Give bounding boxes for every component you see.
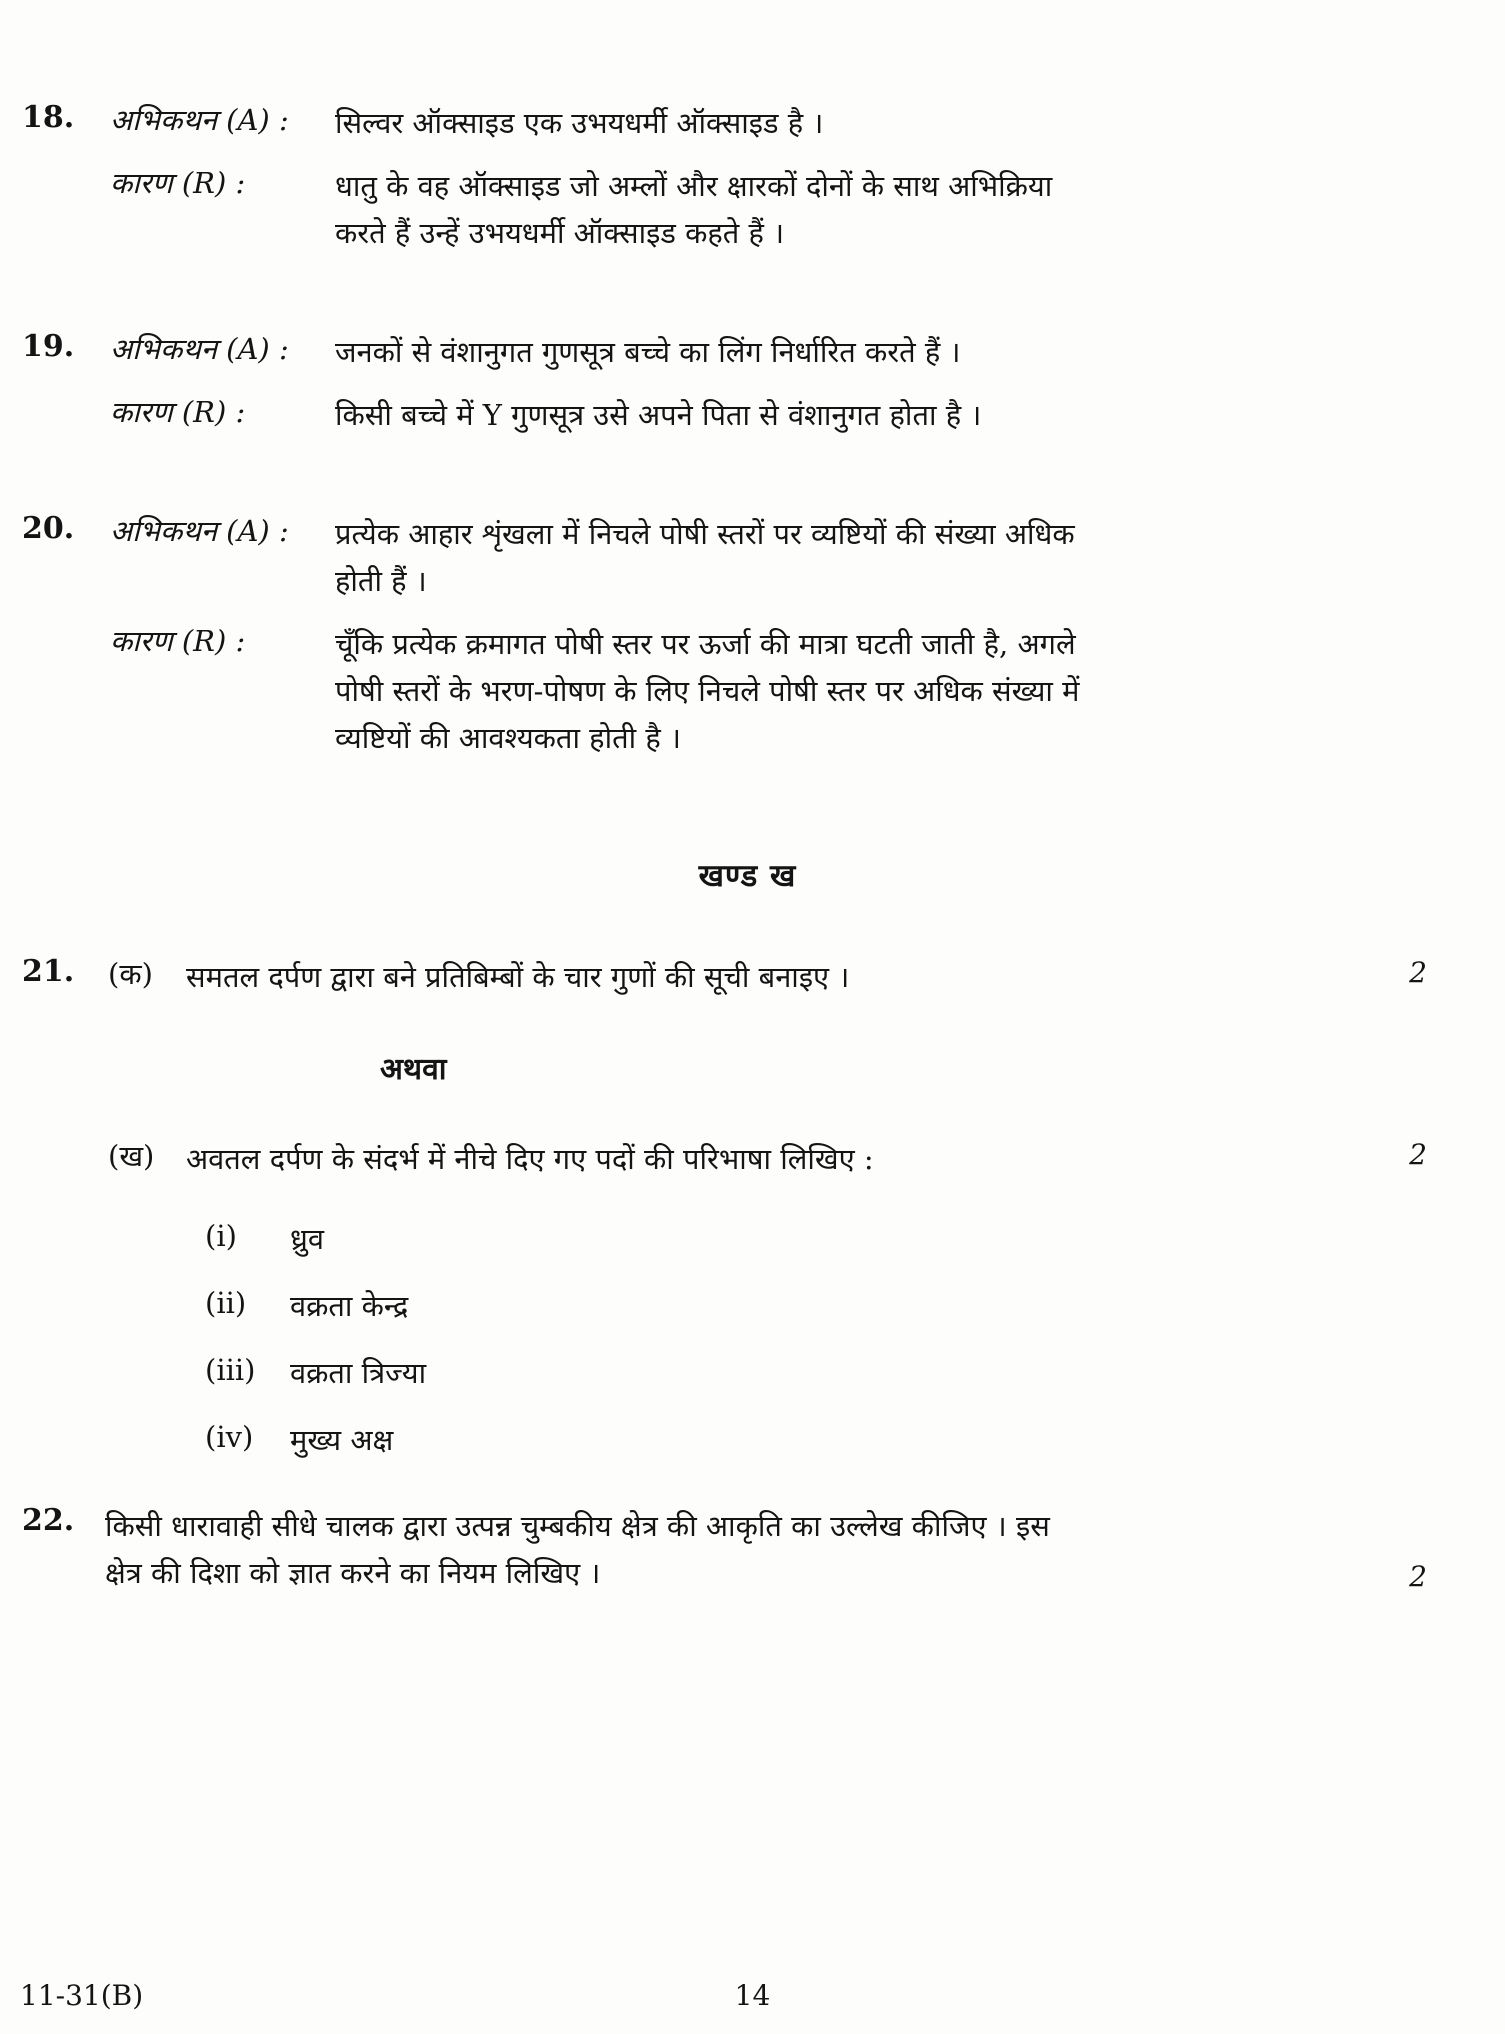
question-number: 18. — [22, 100, 75, 135]
reason-row — [20, 392, 1475, 439]
question-number: 21. — [22, 953, 75, 989]
assertion-text: जनकों से वंशानुगत गुणसूत्र बच्चे का लिंग निर्धारित करते हैं । — [335, 334, 961, 369]
sub-item-text: वक्रता त्रिज्या — [290, 1355, 427, 1390]
assertion-label: अभिकथन (A) : — [110, 103, 289, 137]
reason-text: धातु के वह ऑक्साइड जो अम्लों और क्षारकों दोनों के साथ अभिक्रिया करते हैं उन्हें उभयधर्मी ऑक्साइड कहते हैं । — [335, 168, 1053, 250]
question-number: 20. — [22, 510, 75, 546]
sub-item-text: मुख्य अक्ष — [290, 1422, 394, 1457]
part-a-label: (क) — [108, 956, 153, 991]
sub-item-label: (iii) — [205, 1352, 256, 1387]
assertion-row — [20, 100, 1475, 147]
marks-value: 2 — [1409, 1559, 1427, 1593]
or-separator: अथवा — [380, 1051, 447, 1087]
sub-item-text: वक्रता केन्द्र — [290, 1288, 409, 1323]
assertion-label: अभिकथन (A) : — [110, 513, 289, 548]
part-b-text: अवतल दर्पण के संदर्भ में नीचे दिए गए पदों की परिभाषा लिखिए : — [186, 1141, 874, 1176]
part-a-text: समतल दर्पण द्वारा बने प्रतिबिम्बों के चार गुणों की सूची बनाइए । — [186, 959, 850, 994]
sub-item-list — [20, 1219, 1475, 1459]
reason-label: कारण (R) : — [110, 165, 246, 200]
sub-item-iii — [205, 1353, 1475, 1392]
assertion-text: सिल्वर ऑक्साइड एक उभयधर्मी ऑक्साइड है । — [335, 106, 824, 140]
question-20 — [20, 511, 1475, 762]
question-18 — [20, 100, 1475, 257]
reason-row — [20, 163, 1475, 257]
question-number: 22. — [22, 1502, 75, 1538]
footer-paper-code: 11-31(B) — [20, 1979, 144, 2012]
marks-value: 2 — [1409, 1137, 1427, 1171]
part-b-row — [20, 1136, 1475, 1183]
reason-text: चूँकि प्रत्येक क्रमागत पोषी स्तर पर ऊर्जा की मात्रा घटती जाती है, अगले पोषी स्तरों के भरण-पोषण के लिए निचले पोषी स्तर पर अधिक संख्या में व्यष्टियों की आवश्यकता होती है । — [335, 626, 1080, 755]
sub-item-text: ध्रुव — [290, 1221, 324, 1256]
sub-item-label: (i) — [205, 1218, 237, 1253]
reason-label: कारण (R) : — [110, 394, 246, 429]
reason-text: किसी बच्चे में Y गुणसूत्र उसे अपने पिता से वंशानुगत होता है । — [335, 397, 982, 432]
sub-item-i — [205, 1219, 1475, 1258]
question-21 — [20, 954, 1475, 1459]
reason-label: कारण (R) : — [110, 623, 246, 658]
question-22 — [20, 1503, 1475, 1597]
question-text: किसी धारावाही सीधे चालक द्वारा उत्पन्न चुम्बकीय क्षेत्र की आकृति का उल्लेख कीजिए । इस क्षेत्र की दिशा को ज्ञात करने का नियम लिखिए । — [105, 1508, 1050, 1590]
sub-item-ii — [205, 1286, 1475, 1325]
sub-item-label: (ii) — [205, 1285, 247, 1320]
section-heading: खण्ड ख — [698, 857, 797, 894]
sub-item-label: (iv) — [205, 1419, 254, 1454]
assertion-text: प्रत्येक आहार शृंखला में निचले पोषी स्तरों पर व्यष्टियों की संख्या अधिक होती हैं । — [335, 516, 1075, 598]
footer-page-number: 14 — [734, 1979, 771, 2012]
reason-row — [20, 621, 1475, 762]
question-19 — [20, 329, 1475, 439]
part-a-row — [20, 954, 1475, 1001]
question-number: 19. — [22, 328, 75, 364]
assertion-row — [20, 511, 1475, 605]
page-footer — [0, 1972, 1505, 2012]
marks-value: 2 — [1409, 955, 1427, 989]
assertion-row — [20, 329, 1475, 376]
sub-item-iv — [205, 1420, 1475, 1459]
assertion-label: अभिकथन (A) : — [110, 331, 289, 366]
part-b-label: (ख) — [108, 1138, 155, 1173]
